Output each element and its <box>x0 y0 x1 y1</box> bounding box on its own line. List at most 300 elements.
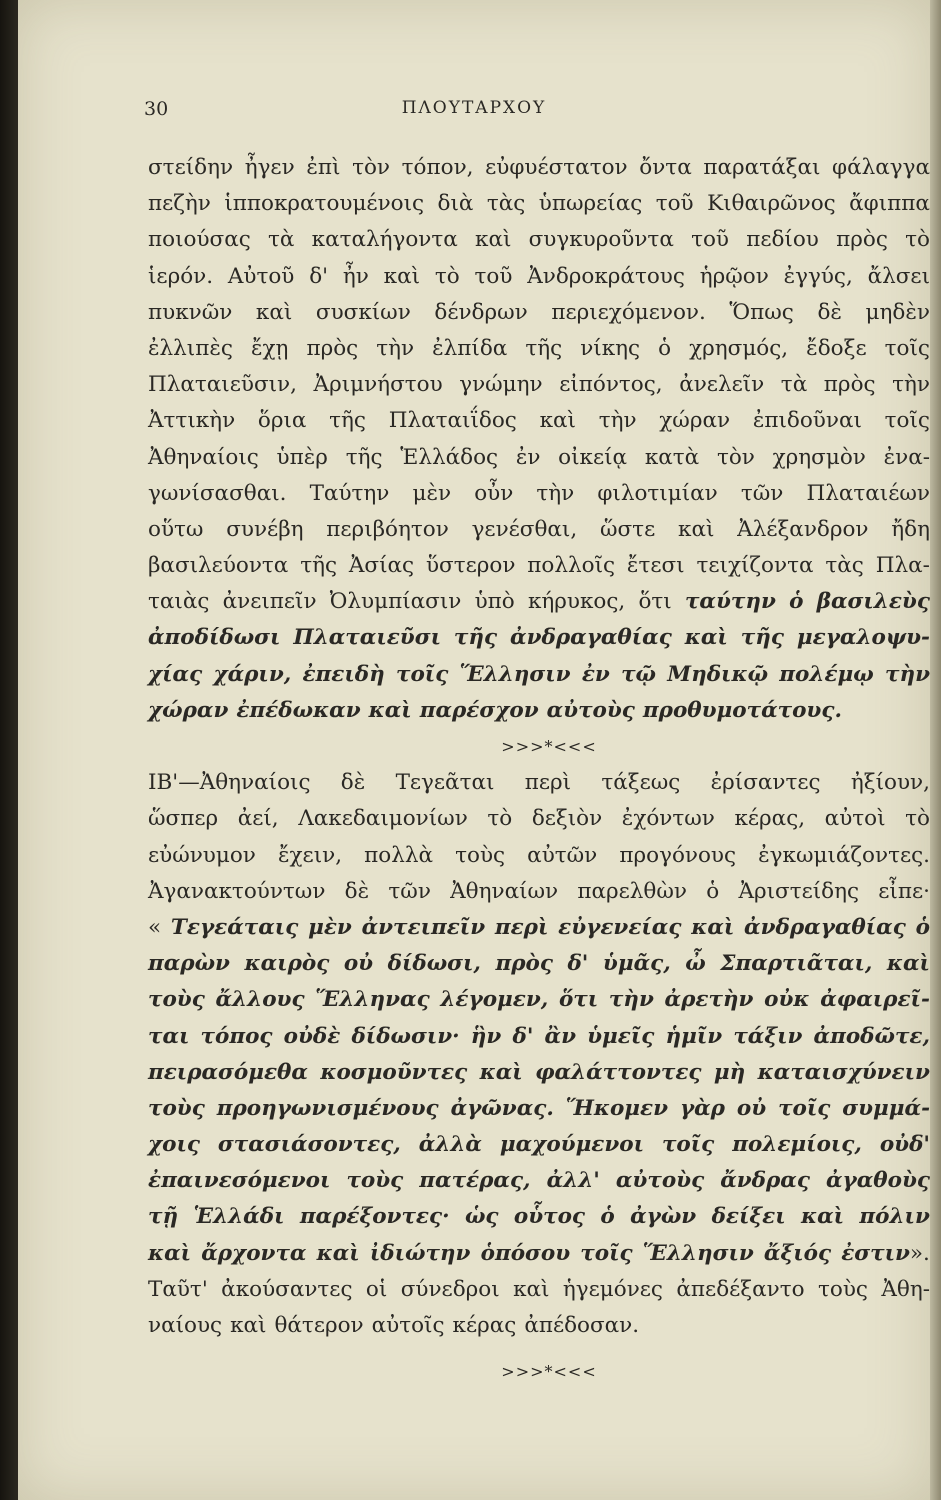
word: τῶν <box>740 480 784 506</box>
body-text <box>148 150 930 1390</box>
text-line <box>148 657 930 693</box>
word: τὸ <box>434 263 460 289</box>
word: ὁ <box>915 914 930 940</box>
word: τοῖς <box>661 1132 715 1158</box>
text-line <box>148 982 930 1018</box>
text-line <box>148 801 930 837</box>
word: ἀνδραγαθίας <box>744 914 906 940</box>
word: περὶ <box>524 770 572 796</box>
word: καὶ <box>513 1276 550 1302</box>
text-line <box>148 1127 930 1163</box>
word: τοῦ <box>691 227 729 253</box>
word: καιρὸς <box>244 951 330 977</box>
text-line <box>148 186 930 222</box>
word: μηδὲν <box>865 299 930 325</box>
word: παρατάξαι <box>703 155 821 180</box>
word: ὁπόσου <box>480 1240 571 1266</box>
word: ὕστερον <box>425 553 516 579</box>
word: ὅρια <box>257 408 307 434</box>
word: ἐν <box>581 661 610 687</box>
word: Ταύτην <box>309 480 390 506</box>
word: Ἀθη- <box>881 1276 930 1302</box>
word: ὥστε <box>599 516 656 542</box>
word: παρέσχον <box>419 697 539 723</box>
word: τὴν <box>376 335 415 361</box>
page-number: 30 <box>144 98 169 120</box>
word: ἐπιδοῦναι <box>752 408 862 434</box>
word: Ἀγανακτούντων <box>148 878 326 904</box>
section-ornament: >>>*<<< <box>501 737 597 756</box>
word: βασιλεύοντα <box>148 553 289 579</box>
word: ἐν <box>515 444 541 470</box>
word: πειρασόμεθα <box>148 1059 308 1085</box>
word: αὐτοὺς <box>615 1168 705 1194</box>
word: πολλοῖς <box>527 553 616 579</box>
word: γωνίσασθαι. <box>148 480 287 506</box>
text-line <box>148 874 930 910</box>
word: αὐτοὺς <box>546 697 635 723</box>
word: καὶ <box>475 227 512 253</box>
section-ornament: >>>*<<< <box>501 1362 597 1382</box>
word: κατὰ <box>644 444 700 470</box>
word: Ταῦτ' <box>148 1276 208 1302</box>
word: οὐδὲ <box>283 1023 341 1049</box>
text-line <box>148 1163 930 1199</box>
word: τῆς <box>345 444 383 470</box>
word: ἄφιππα <box>849 191 930 217</box>
word: ἀνειπεῖν <box>222 589 317 615</box>
word: δὲ <box>340 770 366 796</box>
word: μὴ <box>713 1059 746 1085</box>
word: πόλιν <box>859 1204 930 1230</box>
word: ται <box>148 1023 190 1049</box>
word: ἄνδρας <box>720 1168 810 1194</box>
word: οὕτω <box>148 516 204 542</box>
word: τόπον, <box>401 155 474 180</box>
word: περιβόητον <box>326 516 449 542</box>
word: Λακεδαιμονίων <box>298 806 468 832</box>
word: καὶ <box>316 1240 360 1266</box>
word: χρησμός, <box>689 335 789 361</box>
word: αὐτῶν <box>527 842 598 868</box>
word: εἰπόντος, <box>559 372 663 398</box>
word: δένδρων <box>434 299 528 325</box>
word: οὖν <box>474 480 514 506</box>
word: καὶ <box>678 516 715 542</box>
word: ὄντα <box>639 155 692 180</box>
word: ἱερόν. <box>148 263 214 289</box>
text-line <box>148 295 930 331</box>
word: Ὅπως <box>729 299 794 325</box>
word: Μηδικῷ <box>667 661 769 687</box>
word: βασιλεὺς <box>816 589 930 615</box>
word: οἰκείᾳ <box>558 444 628 470</box>
word: ἠξίουν, <box>850 770 930 796</box>
word: ὑπωρείας <box>538 191 643 217</box>
word: τὸ <box>905 806 930 832</box>
running-head: ΠΛΟΥΤΑΡΧΟΥ <box>401 98 547 118</box>
word: Πλα- <box>875 553 930 579</box>
word: Ἀθηναίοις <box>148 444 259 470</box>
word: οὐδ' <box>879 1132 930 1158</box>
word: Ἀλέξανδρον <box>737 516 869 542</box>
word: συσκίων <box>315 299 411 325</box>
word: ἦγεν <box>244 155 295 180</box>
word: τοῖς <box>778 1095 831 1121</box>
word: Πλαταιεῦσι <box>293 625 441 651</box>
word: γνώμην <box>459 372 543 398</box>
text-line <box>148 693 930 729</box>
word: πεζὴν <box>148 191 211 217</box>
text-line <box>148 838 930 874</box>
page-header <box>18 98 930 128</box>
word: ἡγεμόνες <box>562 1276 663 1302</box>
word: κέρας <box>452 1313 517 1338</box>
word: Ἀθηναίων <box>450 878 559 904</box>
word: οὐκ <box>764 987 810 1013</box>
word: ὑπὲρ <box>276 444 328 470</box>
word: Ἑλλάδος <box>400 444 499 470</box>
word: Τεγεᾶται <box>395 770 495 796</box>
word: χρησμὸν <box>772 444 866 470</box>
word: τοὺς <box>346 1168 404 1194</box>
word: ἀγῶνας. <box>450 1095 554 1121</box>
text-line <box>148 584 930 620</box>
word: οὗτος <box>513 1204 586 1230</box>
word: καὶ <box>230 1313 267 1338</box>
quote-mark: « <box>148 914 162 940</box>
word: παρέξοντες· <box>299 1204 450 1230</box>
word: ταιὰς <box>148 589 210 615</box>
word: οὐ <box>343 951 374 977</box>
word: δείξει <box>711 1204 786 1230</box>
word: χάριν, <box>213 661 292 687</box>
word: τῆς <box>740 625 784 651</box>
word: τοῦ <box>655 191 694 217</box>
word: ἱπποκρατουμένοις <box>224 191 425 217</box>
word: τοὺς <box>455 842 506 868</box>
word: πρὸς <box>823 372 876 398</box>
word: παρελθὼν <box>577 878 687 904</box>
word: ἐχόντων <box>621 806 715 832</box>
word: λέγομεν, <box>440 987 549 1013</box>
word: ΙΒ'—Ἀθηναίοις <box>148 770 311 796</box>
word: κήρυκος, <box>527 589 626 615</box>
word: ὅτι <box>638 589 672 615</box>
text-line <box>148 548 930 584</box>
word: τοῖς <box>884 408 930 434</box>
page-edge <box>930 0 941 1500</box>
word: ὅτι <box>558 987 599 1013</box>
word: ἔτεσι <box>626 553 685 579</box>
word: Πλαταιέων <box>806 480 930 506</box>
text-line <box>148 476 930 512</box>
word: τῇ <box>148 1204 179 1230</box>
book-binding-shadow <box>0 0 18 1500</box>
word: ἦν <box>342 263 369 289</box>
word: Ἀνδροκράτους <box>527 263 685 289</box>
text-line <box>148 512 930 548</box>
word: πυκνῶν <box>148 299 233 325</box>
word: μαχούμενοι <box>499 1132 645 1158</box>
word: μὲν <box>308 914 352 940</box>
text-line <box>148 367 930 403</box>
text-line <box>148 1019 930 1055</box>
word: εὐγενείας <box>558 914 682 940</box>
word: συγκυροῦντα <box>528 227 674 253</box>
word: καὶ <box>684 625 728 651</box>
word: τοὺς <box>817 1276 868 1302</box>
word: θάτερον <box>274 1313 364 1338</box>
word: ἔχειν, <box>277 842 343 868</box>
text-line <box>148 946 930 982</box>
word: ὑμεῖς <box>587 1023 655 1049</box>
word: προγόνους <box>619 842 737 868</box>
book-page <box>18 0 930 1500</box>
word: ἣν <box>470 1023 502 1049</box>
word: δεξιὸν <box>531 806 603 832</box>
word: σύνεδροι <box>400 1276 500 1302</box>
word: δὲ <box>344 878 370 904</box>
word: πρὸς <box>495 951 553 977</box>
word: ἤδη <box>891 516 930 542</box>
word: Ἀσίας <box>348 553 415 579</box>
word: ἄλλους <box>215 987 305 1013</box>
word: Σπαρτιᾶται, <box>720 951 873 977</box>
word: καὶ <box>368 697 412 723</box>
word: εὐφυέστατον <box>485 155 628 180</box>
word: ἀρετὴν <box>664 987 754 1013</box>
word: καὶ <box>691 914 735 940</box>
word: τῆς <box>329 408 366 434</box>
word: ὁ <box>789 589 804 615</box>
word: περιεχόμενον. <box>551 299 706 325</box>
word: ἐλπίδα <box>432 335 508 361</box>
word: φάλαγγα <box>832 155 930 180</box>
word: χώραν <box>148 697 229 723</box>
word: καὶ <box>479 1059 523 1085</box>
word: ἐπαινεσόμενοι <box>148 1168 331 1194</box>
word: ὡς <box>464 1204 499 1230</box>
word: καὶ <box>148 1240 192 1266</box>
text-line <box>148 259 930 295</box>
word: πατέρας, <box>419 1168 531 1194</box>
word: προθυμοτάτους. <box>642 697 842 723</box>
word: τειχίζοντα <box>696 553 814 579</box>
word: τὰς <box>486 191 526 217</box>
word: μεγαλοψυ- <box>796 625 930 651</box>
word: ἂν <box>544 1023 577 1049</box>
text-line <box>148 222 930 258</box>
text-line <box>148 440 930 476</box>
word: φαλάττοντες <box>535 1059 702 1085</box>
word: δίδωσι, <box>387 951 481 977</box>
word: τόπος <box>200 1023 273 1049</box>
word: ἀεί, <box>237 806 279 832</box>
word: ἀφαιρεῖ- <box>820 987 930 1013</box>
word: ἐπειδὴ <box>302 661 385 687</box>
word: δ' <box>512 1023 534 1049</box>
word: τοῖς <box>884 335 930 361</box>
word: τῶν <box>388 878 431 904</box>
word: ἐνα- <box>883 444 930 470</box>
word: τὸν <box>716 444 755 470</box>
word: Αὐτοῦ <box>227 263 295 289</box>
text-line <box>148 1236 930 1272</box>
word: φιλοτιμίαν <box>597 480 718 506</box>
word: αὐτοὶ <box>824 806 886 832</box>
word: ἡρῷον <box>699 263 769 289</box>
word: παρὼν <box>148 951 230 977</box>
word: ἀπεδέξαντο <box>676 1276 805 1302</box>
text-line <box>148 1308 930 1344</box>
word: χώραν <box>659 408 731 434</box>
word: συνέβη <box>226 516 304 542</box>
word: στασιάσοντες, <box>217 1132 401 1158</box>
word: οἱ <box>365 1276 388 1302</box>
word: ἀντειπεῖν <box>361 914 486 940</box>
word: Ἕλληνας <box>315 987 430 1013</box>
word: ἐρίσαντες <box>710 770 821 796</box>
word: τοῖς <box>396 661 449 687</box>
word: τῆς <box>300 553 338 579</box>
word: οὐ <box>736 1095 767 1121</box>
word: μὲν <box>412 480 452 506</box>
word: Ὀλυμπίασιν <box>329 589 462 615</box>
word: τὸν <box>352 155 390 180</box>
word: τὸ <box>487 806 513 832</box>
word: καὶ <box>886 951 930 977</box>
word: ἐστιν». <box>841 1240 930 1266</box>
word: ἄλσει <box>867 263 930 289</box>
word: ἀποδῶτε, <box>813 1023 930 1049</box>
word: νίκης <box>580 335 641 361</box>
word: τὰ <box>780 372 808 398</box>
word: ἀποδίδωσι <box>148 625 281 651</box>
word: δ' <box>567 951 589 977</box>
text-line <box>148 765 930 801</box>
word: ὑμᾶς, <box>602 951 671 977</box>
word: τὴν <box>884 661 930 687</box>
word: πολέμῳ <box>779 661 874 687</box>
word: ἀγαθοὺς <box>825 1168 930 1194</box>
word: καταισχύνειν <box>757 1059 930 1085</box>
text-line <box>148 1055 930 1091</box>
word: τὴν <box>892 372 930 398</box>
word: πολεμίοις, <box>732 1132 862 1158</box>
word: στείδην <box>148 155 234 180</box>
word: καταλήγοντα <box>311 227 458 253</box>
word: καὶ <box>539 408 576 434</box>
word: Πλαταιΐδος <box>388 408 517 434</box>
word: ἔχῃ <box>250 335 289 361</box>
word: καὶ <box>255 299 293 325</box>
word: ἄξιός <box>763 1240 832 1266</box>
word: τὰς <box>825 553 864 579</box>
word: τοὺς <box>148 987 205 1013</box>
word: εἶπε· <box>878 878 930 904</box>
word: ἀλλ' <box>546 1168 600 1194</box>
word: ναίους <box>148 1313 223 1338</box>
word: γενέσθαι, <box>471 516 578 542</box>
word: Ἀριστείδης <box>738 878 860 904</box>
word: χοις <box>148 1132 200 1158</box>
word: ἐπέδωκαν <box>236 697 361 723</box>
word: ὁ <box>658 335 672 361</box>
word: Ἕλλησιν <box>459 661 571 687</box>
word: ἐγγύς, <box>783 263 853 289</box>
word: ἄρχοντα <box>201 1240 307 1266</box>
word: ὥσπερ <box>148 806 219 832</box>
word: Ἀριμνήστου <box>313 372 443 398</box>
word: ὁ <box>706 878 720 904</box>
text-line <box>148 620 930 656</box>
word: πρὸς <box>306 335 359 361</box>
word: τῷ <box>621 661 657 687</box>
word: ἐπὶ <box>306 155 341 180</box>
word: δὲ <box>817 299 842 325</box>
word: Ἕλλησιν <box>642 1240 754 1266</box>
word: ἀγὼν <box>630 1204 697 1230</box>
word: Ἑλλάδι <box>193 1204 285 1230</box>
word: τὸ <box>905 227 930 253</box>
word: Τεγεάταις <box>170 914 299 940</box>
word: ἀνδραγαθίας <box>510 625 672 651</box>
text-line <box>148 403 930 439</box>
word: εὐώνυμον <box>148 842 256 868</box>
word: χίας <box>148 661 203 687</box>
word: πολλὰ <box>364 842 433 868</box>
word: ἀνελεῖν <box>679 372 765 398</box>
word: ἰδιώτην <box>369 1240 471 1266</box>
word: Κιθαιρῶνος <box>707 191 836 217</box>
word: Ἀττικὴν <box>148 408 236 434</box>
word: τῆς <box>453 625 498 651</box>
word: προηγωνισμένους <box>216 1095 439 1121</box>
spacer <box>148 1344 930 1354</box>
word: τὴν <box>536 480 575 506</box>
word: πεδίου <box>746 227 819 253</box>
word: ἐγκωμιάζοντες. <box>758 842 930 868</box>
word: ἀκούσαντες <box>221 1276 353 1302</box>
word: Πλαταιεῦσιν, <box>148 372 297 398</box>
word: διὰ <box>437 191 474 217</box>
word: γὰρ <box>679 1095 725 1121</box>
text-line <box>148 1199 930 1235</box>
word: ὦ <box>685 951 706 977</box>
word: τοὺς <box>148 1095 205 1121</box>
word: τοῖς <box>580 1240 633 1266</box>
word: τὴν <box>608 987 654 1013</box>
word: κέρας, <box>734 806 806 832</box>
word: ἡμῖν <box>665 1023 723 1049</box>
word: τὰ <box>267 227 295 253</box>
word: συμμά- <box>842 1095 930 1121</box>
word: τῆς <box>525 335 563 361</box>
text-line <box>148 150 930 186</box>
text-line <box>148 1091 930 1127</box>
word: τάξεως <box>601 770 681 796</box>
text-line <box>148 331 930 367</box>
word: Ἥκομεν <box>565 1095 669 1121</box>
word: ἔδοξε <box>806 335 867 361</box>
word: τάξιν <box>733 1023 803 1049</box>
word: τοῦ <box>474 263 513 289</box>
word: περὶ <box>494 914 549 940</box>
word: ὁ <box>600 1204 615 1230</box>
word: ἐλλιπὲς <box>148 335 233 361</box>
word: τὴν <box>598 408 637 434</box>
